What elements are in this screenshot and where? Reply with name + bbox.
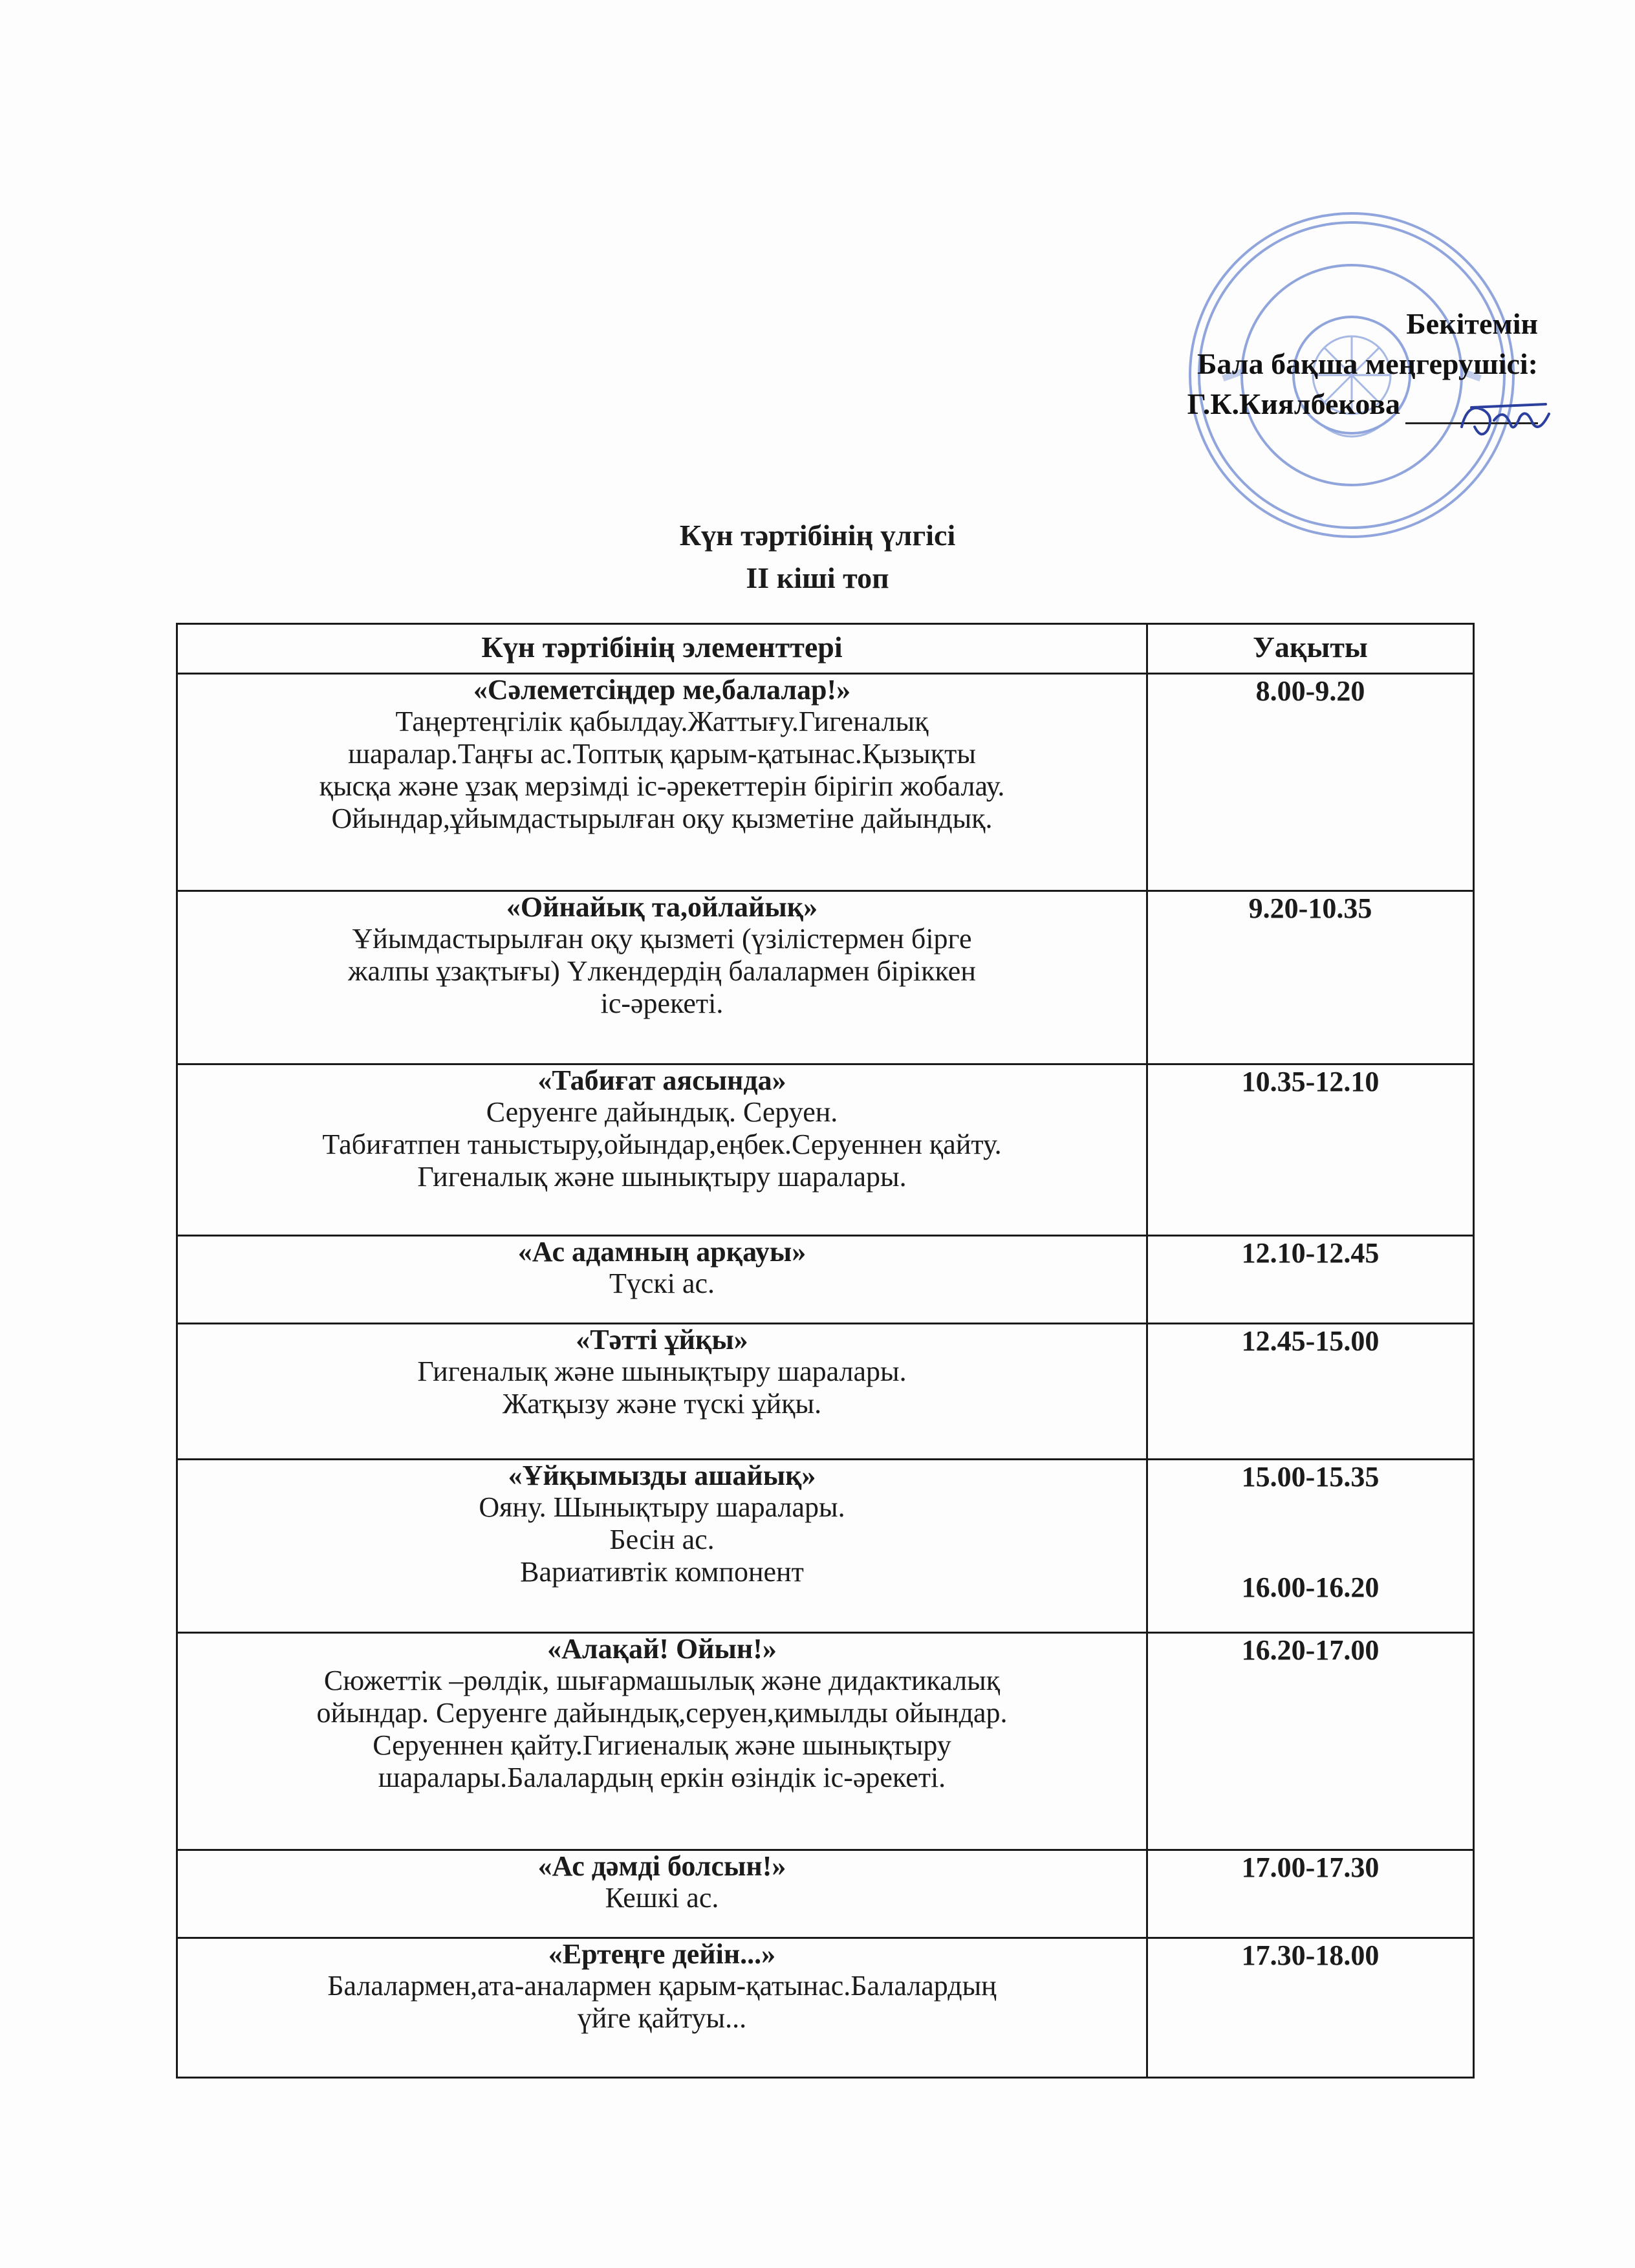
element-description-line: шаралар.Таңғы ас.Топтық қарым-қатынас.Қызықты [348, 738, 976, 770]
approval-position: Бала бақша меңгерушісі: [1196, 347, 1538, 380]
time-cell [1147, 891, 1474, 1064]
element-title: «Ойнайық та,ойлайық» [506, 891, 818, 923]
time-range: 9.20-10.35 [1248, 892, 1372, 924]
element-description-line: Ойындар,ұйымдастырылған оқу қызметіне дайындық. [331, 803, 993, 834]
element-cell [177, 1938, 1147, 2078]
table-header-row [177, 624, 1474, 674]
table-row [177, 1938, 1474, 2078]
element-description-line: Сюжеттік –рөлдік, шығармашылық және дидактикалық [323, 1665, 1001, 1696]
element-description-line: жалпы ұзақтығы) Үлкендердің балалармен біріккен [348, 955, 976, 987]
time-range: 16.00-16.20 [1241, 1571, 1380, 1603]
time-cell [1147, 1324, 1474, 1460]
element-description-line: Ояну. Шынықтыру шаралары. [479, 1491, 845, 1523]
document-title [0, 514, 1635, 599]
header-elements: Күн тәртібінің элементтері [177, 624, 1147, 674]
element-description-line: Таңертеңгілік қабылдау.Жаттығу.Гигеналық [395, 706, 929, 737]
element-description-line: Серуеннен қайту.Гигиеналық және шынықтыру [373, 1729, 951, 1761]
element-description-line: қысқа және ұзақ мерзімді іс-әрекеттерін бірігіп жобалау. [319, 770, 1005, 802]
table-row [177, 674, 1474, 891]
table-row [177, 1633, 1474, 1850]
element-description-line: Жатқызу және түскі ұйқы. [502, 1388, 822, 1420]
element-description-line: іс-әрекеті. [600, 988, 724, 1019]
time-cell [1147, 1938, 1474, 2078]
element-title: «Ас адамның арқауы» [517, 1236, 807, 1268]
approver-name: Г.К.Киялбекова [1187, 387, 1400, 420]
table-row [177, 891, 1474, 1064]
time-cell [1147, 1460, 1474, 1633]
time-cell [1147, 1064, 1474, 1236]
element-description-line: Ұйымдастырылған оқу қызметі (үзілістермен бірге [352, 923, 972, 955]
time-spacer [1154, 1493, 1466, 1571]
element-title: «Алақай! Ойын!» [547, 1633, 777, 1665]
header-time: Уақыты [1147, 624, 1474, 674]
table-row [177, 1850, 1474, 1938]
element-cell [177, 1460, 1147, 1633]
element-cell [177, 1324, 1147, 1460]
table-row [177, 1324, 1474, 1460]
element-cell [177, 674, 1147, 891]
time-range: 12.10-12.45 [1241, 1237, 1380, 1269]
table-row [177, 1460, 1474, 1633]
element-description-line: Кешкі ас. [605, 1882, 719, 1914]
time-range: 17.30-18.00 [1241, 1939, 1380, 1971]
handwritten-signature [1449, 388, 1565, 446]
table-row [177, 1064, 1474, 1236]
time-range: 15.00-15.35 [1241, 1461, 1380, 1493]
time-range: 12.45-15.00 [1241, 1325, 1380, 1357]
approval-heading: Бекітемін [1406, 307, 1538, 340]
time-range: 17.00-17.30 [1241, 1852, 1380, 1883]
element-cell [177, 1633, 1147, 1850]
time-range: 10.35-12.10 [1241, 1066, 1380, 1097]
title-line-2: ІІ кіші топ [746, 561, 889, 594]
time-cell [1147, 674, 1474, 891]
element-cell [177, 891, 1147, 1064]
element-description-line: үйге қайтуы... [577, 2002, 747, 2034]
table-row [177, 1236, 1474, 1324]
element-title: «Ертеңге дейін...» [548, 1938, 776, 1970]
element-description-line: Гигеналық және шынықтыру шаралары. [417, 1161, 907, 1193]
time-cell [1147, 1633, 1474, 1850]
element-description-line: шаралары.Балалардың еркін өзіндік іс-әрекеті. [378, 1762, 946, 1793]
element-cell [177, 1236, 1147, 1324]
element-description-line: Серуенге дайындық. Серуен. [486, 1096, 838, 1128]
element-title: «Табиғат аясында» [537, 1064, 786, 1096]
element-description-line: Вариативтік компонент [520, 1556, 804, 1588]
daily-schedule-table [176, 623, 1475, 2079]
time-cell [1147, 1850, 1474, 1938]
element-title: «Ұйқымызды ашайық» [508, 1460, 816, 1491]
time-cell [1147, 1236, 1474, 1324]
element-description-line: Бесін ас. [609, 1524, 715, 1555]
element-description-line: Балалармен,ата-аналармен қарым-қатынас.Балалардың [327, 1970, 997, 2002]
element-title: «Ас дәмді болсын!» [537, 1850, 786, 1882]
element-description-line: ойындар. Серуенге дайындық,серуен,қимылды ойындар. [316, 1697, 1008, 1729]
element-title: «Тәтті ұйқы» [576, 1324, 748, 1355]
time-range: 16.20-17.00 [1241, 1634, 1380, 1666]
element-title: «Сәлеметсіңдер ме,балалар!» [473, 674, 851, 706]
element-description-line: Түскі ас. [609, 1268, 715, 1299]
time-range: 8.00-9.20 [1255, 675, 1365, 707]
element-description-line: Гигеналық және шынықтыру шаралары. [417, 1355, 907, 1387]
element-cell [177, 1850, 1147, 1938]
title-line-1: Күн тәртібінің үлгісі [679, 519, 956, 552]
element-cell [177, 1064, 1147, 1236]
element-description-line: Табиғатпен таныстыру,ойындар,еңбек.Серуеннен қайту. [322, 1129, 1002, 1160]
